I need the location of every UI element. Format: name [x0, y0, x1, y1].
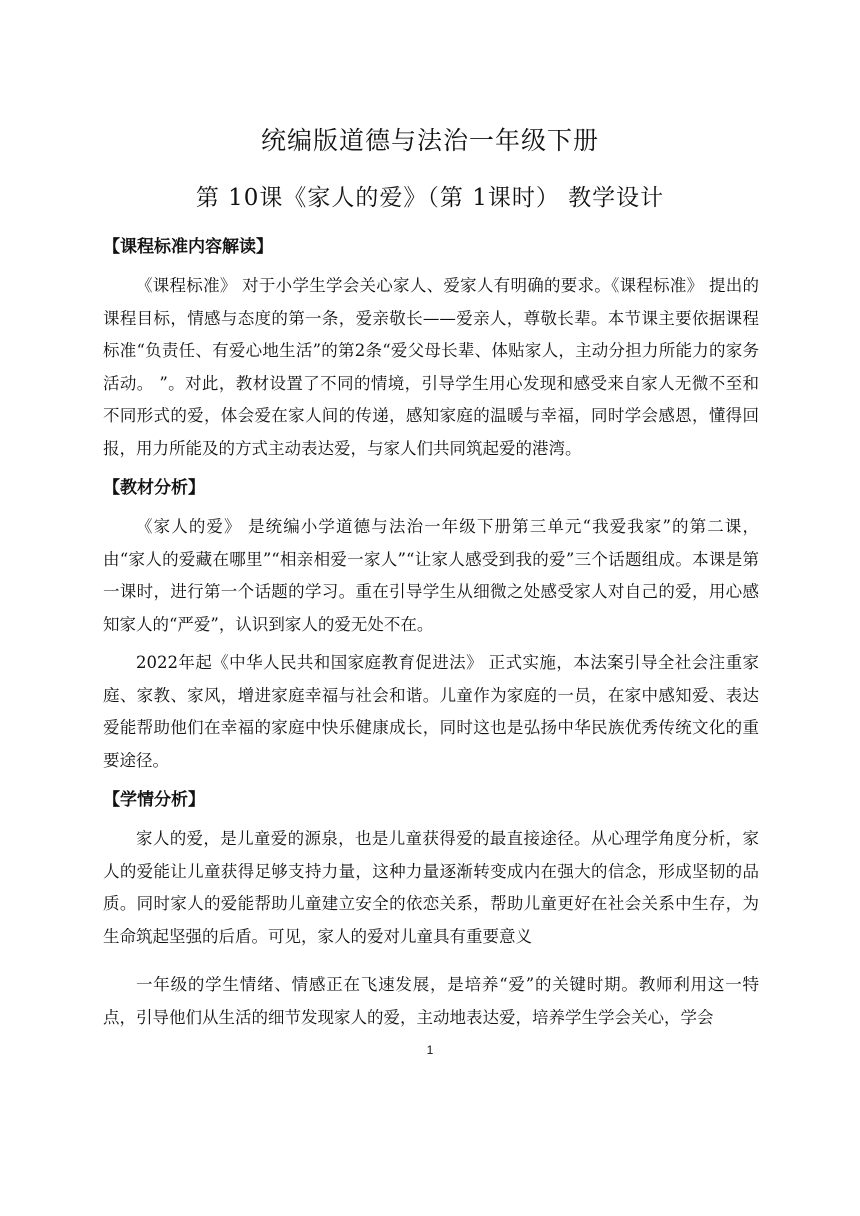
paragraph-student-analysis-2: 一年级的学生情绪、情感正在飞速发展，是培养“爱”的关键时期。教师利用这一特点，引导他们从生活的细节发现家人的爱，主动地表达爱，培养学生学会关心，学会	[103, 975, 759, 1027]
paragraph-student-analysis-1: 家人的爱，是儿童爱的源泉，也是儿童获得爱的最直接途径。从心理学角度分析，家人的爱能让儿童获得足够支持力量，这种力量逐渐转变成内在强大的信念，形成坚韧的品质。同时家人的爱能帮助儿童建立安全的依恋关系，帮助儿童更好在社会关系中生存，为生命筑起坚强的后盾。可见，家人的爱对儿童具有重要意义	[103, 829, 759, 946]
document-body	[103, 234, 759, 1044]
paragraph-textbook-analysis-1: 《家人的爱》 是统编小学道德与法治一年级下册第三单元“我爱我家”的第二课，由“家人的爱藏在哪里”“相亲相爱一家人”“让家人感受到我的爱”三个话题组成。本课是第一课时，进行第一个话题的学习。重在引导学生从细微之处感受家人对自己的爱，用心感知家人的“严爱”，认识到家人的爱无处不在。	[103, 517, 759, 634]
paragraph-textbook-analysis-2: 2022年起《中华人民共和国家庭教育促进法》 正式实施，本法案引导全社会注重家庭、家教、家风，增进家庭幸福与社会和谐。儿童作为家庭的一员，在家中感知爱、表达爱能帮助他们在幸福的家庭中快乐健康成长，同时这也是弘扬中华民族优秀传统文化的重要途径。	[103, 653, 759, 770]
document-subtitle: 第 10课《家人的爱》（第 1课时） 教学设计	[195, 185, 665, 211]
page-number: 1	[426, 1043, 434, 1057]
paragraph-curriculum-standard: 《课程标准》 对于小学生学会关心家人、爱家人有明确的要求。《课程标准》 提出的课程目标，情感与态度的第一条，爱亲敬长——爱亲人，尊敬长辈。本节课主要依据课程标准“负责任、有爱心地生活”的第2条“爱父母长辈、体贴家人，主动分担力所能力的家务活动。 ”。对此，教材设置了不同的情境，引导学生用心发现和感受来自家人无微不至和不同形式的爱，体会爱在家人间的传递，感知家庭的温暖与幸福，同时学会感恩，懂得回报，用力所能及的方式主动表达爱，与家人们共同筑起爱的港湾。	[103, 276, 759, 458]
section-heading-curriculum-standard: 【课程标准内容解读】	[103, 237, 273, 257]
section-heading-textbook-analysis: 【教材分析】	[103, 478, 205, 498]
section-heading-student-analysis: 【学情分析】	[103, 790, 205, 810]
document-title: 统编版道德与法治一年级下册	[260, 126, 599, 155]
